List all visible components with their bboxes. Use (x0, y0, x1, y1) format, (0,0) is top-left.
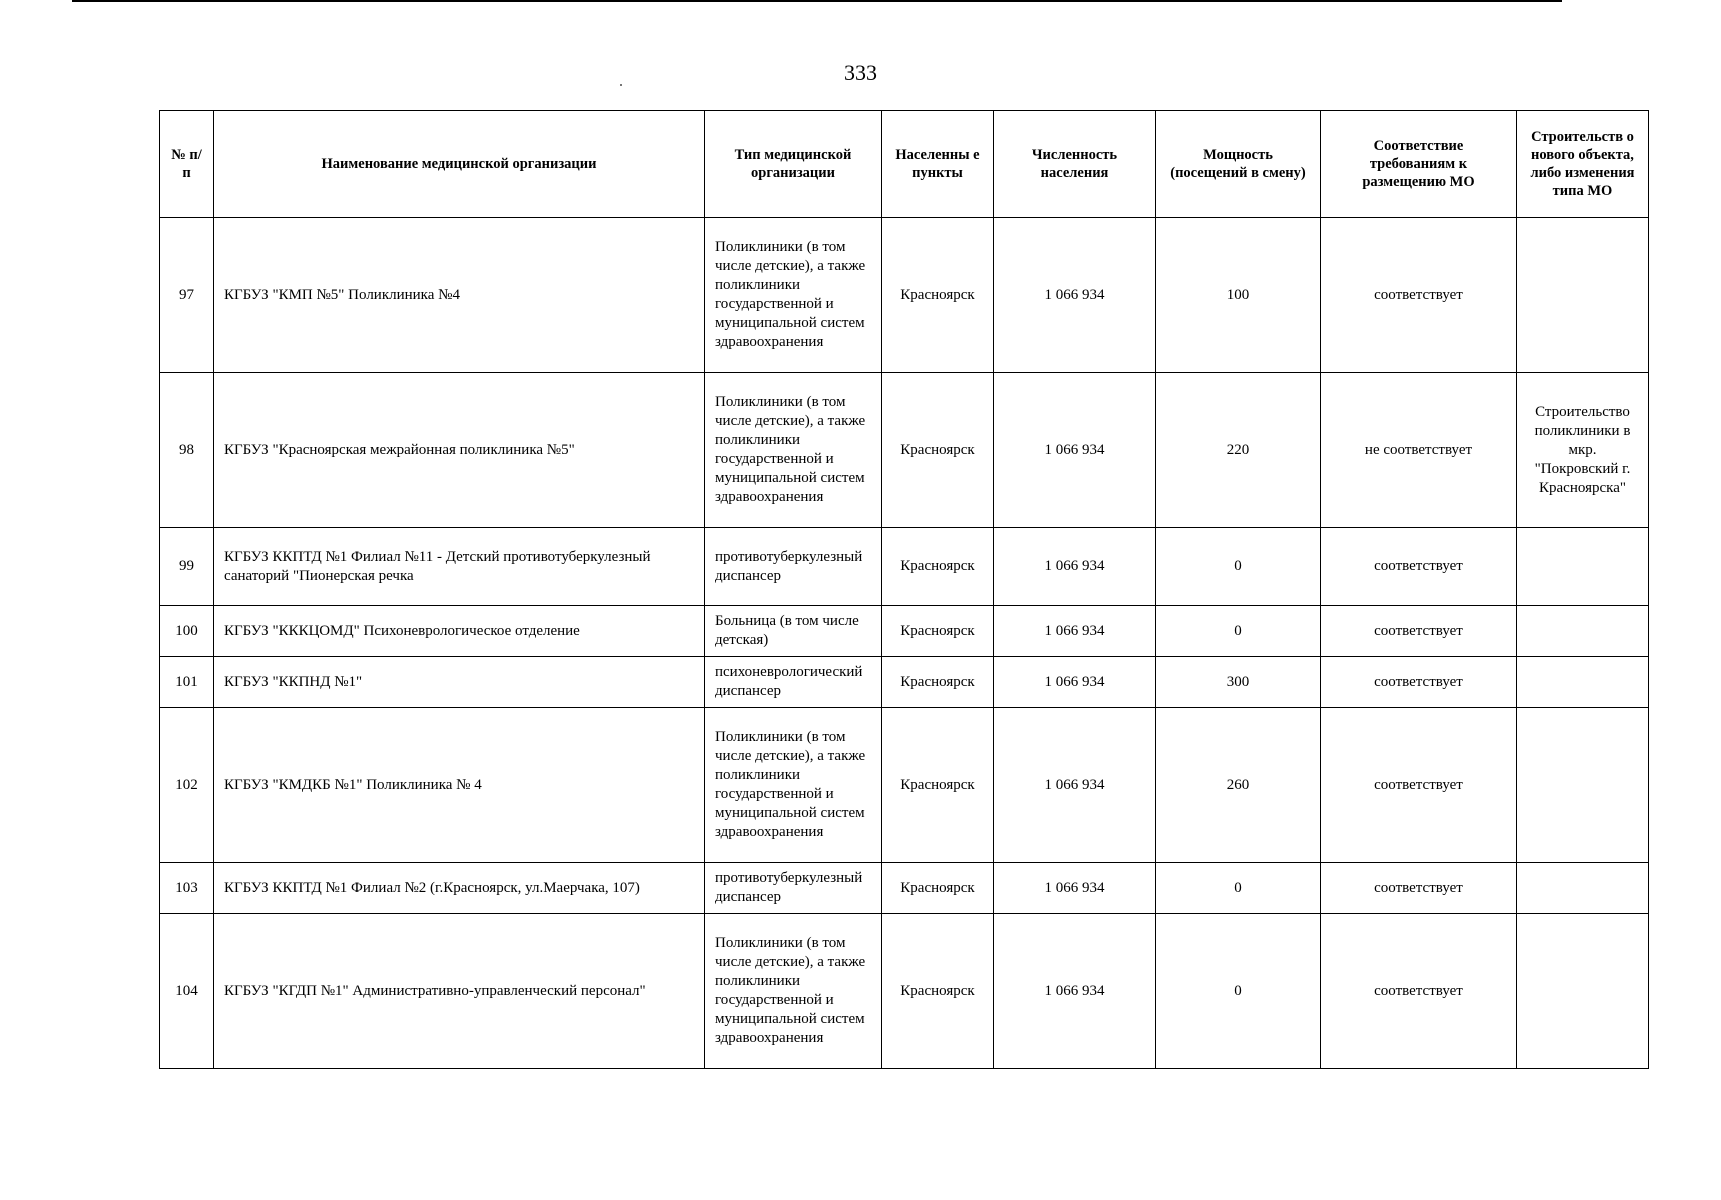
cell-organization-type: Поликлиники (в том числе детские), а также поликлиники государственной и муниципальной систем здравоохранения (705, 373, 882, 528)
table-row (160, 657, 1649, 708)
cell-capacity: 260 (1156, 708, 1321, 863)
page-number: 333 (844, 60, 877, 85)
cell-compliance: соответствует (1321, 218, 1517, 373)
cell-construction (1517, 528, 1649, 606)
header-organization-type: Тип медицинской организации (705, 111, 882, 218)
cell-population: 1 066 934 (994, 528, 1156, 606)
header-organization-name: Наименование медицинской организации (214, 111, 705, 218)
cell-capacity: 0 (1156, 863, 1321, 914)
cell-number: 100 (160, 606, 214, 657)
cell-construction (1517, 863, 1649, 914)
cell-organization-type: противотуберкулезный диспансер (705, 528, 882, 606)
table-row (160, 528, 1649, 606)
cell-locality: Красноярск (882, 914, 994, 1069)
cell-organization-type: Поликлиники (в том числе детские), а также поликлиники государственной и муниципальной систем здравоохранения (705, 708, 882, 863)
table-row (160, 218, 1649, 373)
cell-construction: Строительство поликлиники в мкр. "Покровский г. Красноярска" (1517, 373, 1649, 528)
cell-organization-name: КГБУЗ "КККЦОМД" Психоневрологическое отделение (214, 606, 705, 657)
cell-organization-type: Больница (в том числе детская) (705, 606, 882, 657)
cell-organization-type: психоневрологический диспансер (705, 657, 882, 708)
cell-locality: Красноярск (882, 528, 994, 606)
header-number: № п/п (160, 111, 214, 218)
cell-number: 98 (160, 373, 214, 528)
header-capacity: Мощность (посещений в смену) (1156, 111, 1321, 218)
cell-organization-name: КГБУЗ "КГДП №1" Административно-управленческий персонал" (214, 914, 705, 1069)
cell-compliance: соответствует (1321, 914, 1517, 1069)
cell-construction (1517, 914, 1649, 1069)
cell-compliance: соответствует (1321, 606, 1517, 657)
top-border-line (72, 0, 1562, 2)
cell-number: 97 (160, 218, 214, 373)
cell-construction (1517, 708, 1649, 863)
cell-construction (1517, 606, 1649, 657)
cell-capacity: 0 (1156, 606, 1321, 657)
header-compliance: Соответствие требованиям к размещению МО (1321, 111, 1517, 218)
cell-organization-name: КГБУЗ "Красноярская межрайонная поликлиника №5" (214, 373, 705, 528)
cell-capacity: 0 (1156, 528, 1321, 606)
cell-organization-name: КГБУЗ ККПТД №1 Филиал №2 (г.Красноярск, ул.Маерчака, 107) (214, 863, 705, 914)
cell-organization-name: КГБУЗ "КМДКБ №1" Поликлиника № 4 (214, 708, 705, 863)
cell-compliance: не соответствует (1321, 373, 1517, 528)
cell-organization-type: Поликлиники (в том числе детские), а также поликлиники государственной и муниципальной систем здравоохранения (705, 914, 882, 1069)
cell-capacity: 300 (1156, 657, 1321, 708)
cell-population: 1 066 934 (994, 863, 1156, 914)
cell-population: 1 066 934 (994, 708, 1156, 863)
table-header-row (160, 111, 1649, 218)
cell-number: 99 (160, 528, 214, 606)
cell-capacity: 100 (1156, 218, 1321, 373)
cell-organization-name: КГБУЗ "КМП №5" Поликлиника №4 (214, 218, 705, 373)
table-row (160, 373, 1649, 528)
table-row (160, 606, 1649, 657)
cell-population: 1 066 934 (994, 373, 1156, 528)
table-row (160, 863, 1649, 914)
scan-speck (620, 84, 622, 86)
cell-organization-type: противотуберкулезный диспансер (705, 863, 882, 914)
cell-population: 1 066 934 (994, 218, 1156, 373)
cell-capacity: 0 (1156, 914, 1321, 1069)
cell-locality: Красноярск (882, 218, 994, 373)
cell-construction (1517, 657, 1649, 708)
cell-construction (1517, 218, 1649, 373)
cell-organization-name: КГБУЗ "ККПНД №1" (214, 657, 705, 708)
table-row (160, 914, 1649, 1069)
cell-number: 101 (160, 657, 214, 708)
cell-population: 1 066 934 (994, 606, 1156, 657)
cell-organization-name: КГБУЗ ККПТД №1 Филиал №11 - Детский противотуберкулезный санаторий "Пионерская речка (214, 528, 705, 606)
cell-number: 102 (160, 708, 214, 863)
cell-locality: Красноярск (882, 863, 994, 914)
cell-capacity: 220 (1156, 373, 1321, 528)
medical-organizations-table (159, 110, 1649, 1069)
header-construction: Строительств о нового объекта, либо изменения типа МО (1517, 111, 1649, 218)
cell-locality: Красноярск (882, 373, 994, 528)
cell-population: 1 066 934 (994, 914, 1156, 1069)
header-localities: Населенны е пункты (882, 111, 994, 218)
cell-locality: Красноярск (882, 657, 994, 708)
cell-locality: Красноярск (882, 606, 994, 657)
cell-locality: Красноярск (882, 708, 994, 863)
cell-compliance: соответствует (1321, 708, 1517, 863)
table-row (160, 708, 1649, 863)
cell-compliance: соответствует (1321, 863, 1517, 914)
cell-number: 103 (160, 863, 214, 914)
header-population: Численность населения (994, 111, 1156, 218)
cell-compliance: соответствует (1321, 657, 1517, 708)
cell-compliance: соответствует (1321, 528, 1517, 606)
cell-population: 1 066 934 (994, 657, 1156, 708)
cell-organization-type: Поликлиники (в том числе детские), а также поликлиники государственной и муниципальной систем здравоохранения (705, 218, 882, 373)
cell-number: 104 (160, 914, 214, 1069)
